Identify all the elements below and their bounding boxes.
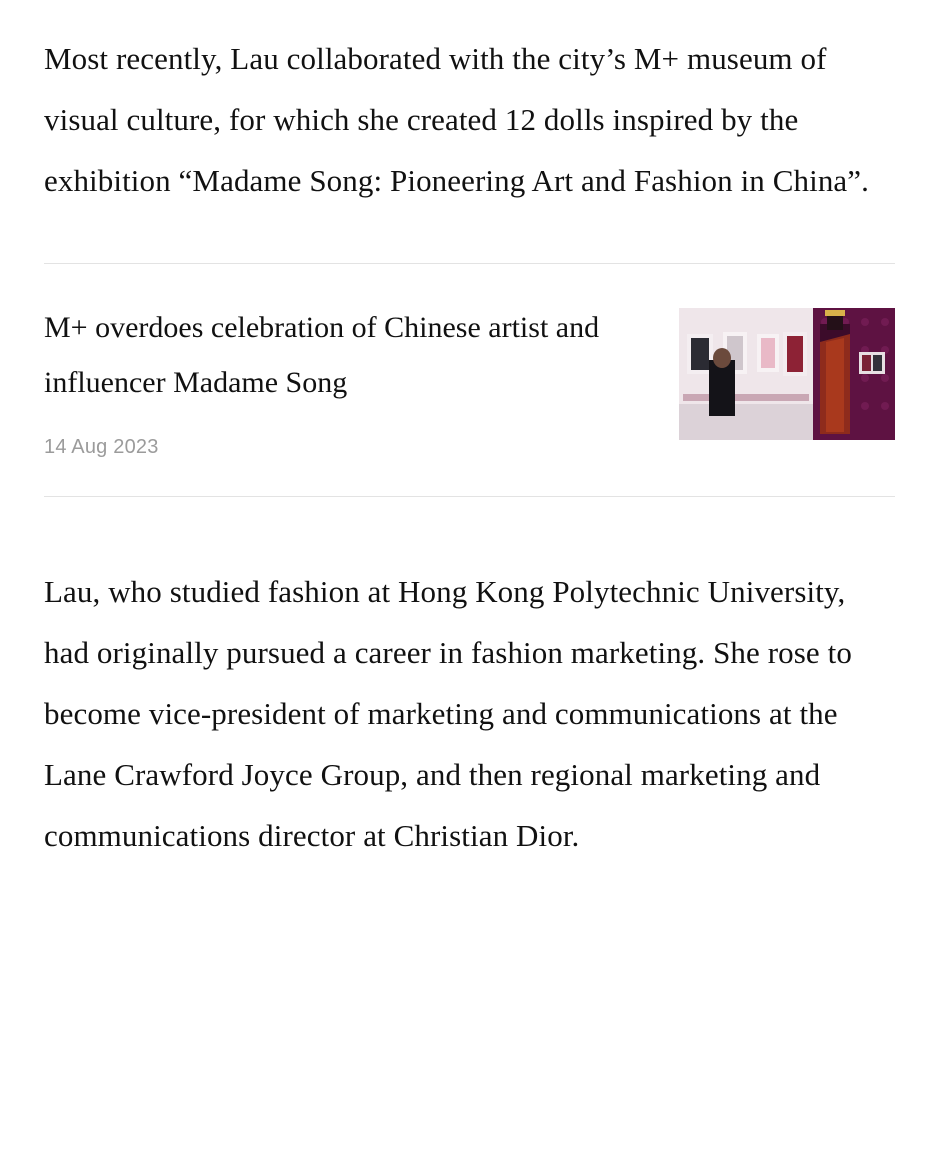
spacer-below-related [44, 497, 895, 561]
article-paragraph-1: Most recently, Lau collaborated with the city’s M+ museum of visual culture, for which she created 12 dolls inspired by the exhibition “Madame Song: Pioneering Art and Fashion in China”. [44, 41, 870, 198]
related-article-date: 14 Aug 2023 [44, 436, 159, 458]
related-article-text [44, 300, 614, 460]
related-article-thumbnail[interactable] [679, 308, 895, 440]
spacer-related-bottom [44, 460, 895, 496]
spacer-above-related [44, 211, 895, 263]
related-article-headline[interactable]: M+ overdoes celebration of Chinese artist and influencer Madame Song [44, 311, 600, 399]
exhibition-photo-icon [679, 308, 895, 440]
article-paragraph-2: Lau, who studied fashion at Hong Kong Polytechnic University, had originally pursued a career in fashion marketing. She rose to become vice-president of marketing and communications at the Lane Crawford Joyce Group, and then regional marketing and communications director at Christian Dior. [44, 574, 852, 853]
related-article-card[interactable] [44, 300, 895, 460]
spacer-related-top [44, 264, 895, 300]
